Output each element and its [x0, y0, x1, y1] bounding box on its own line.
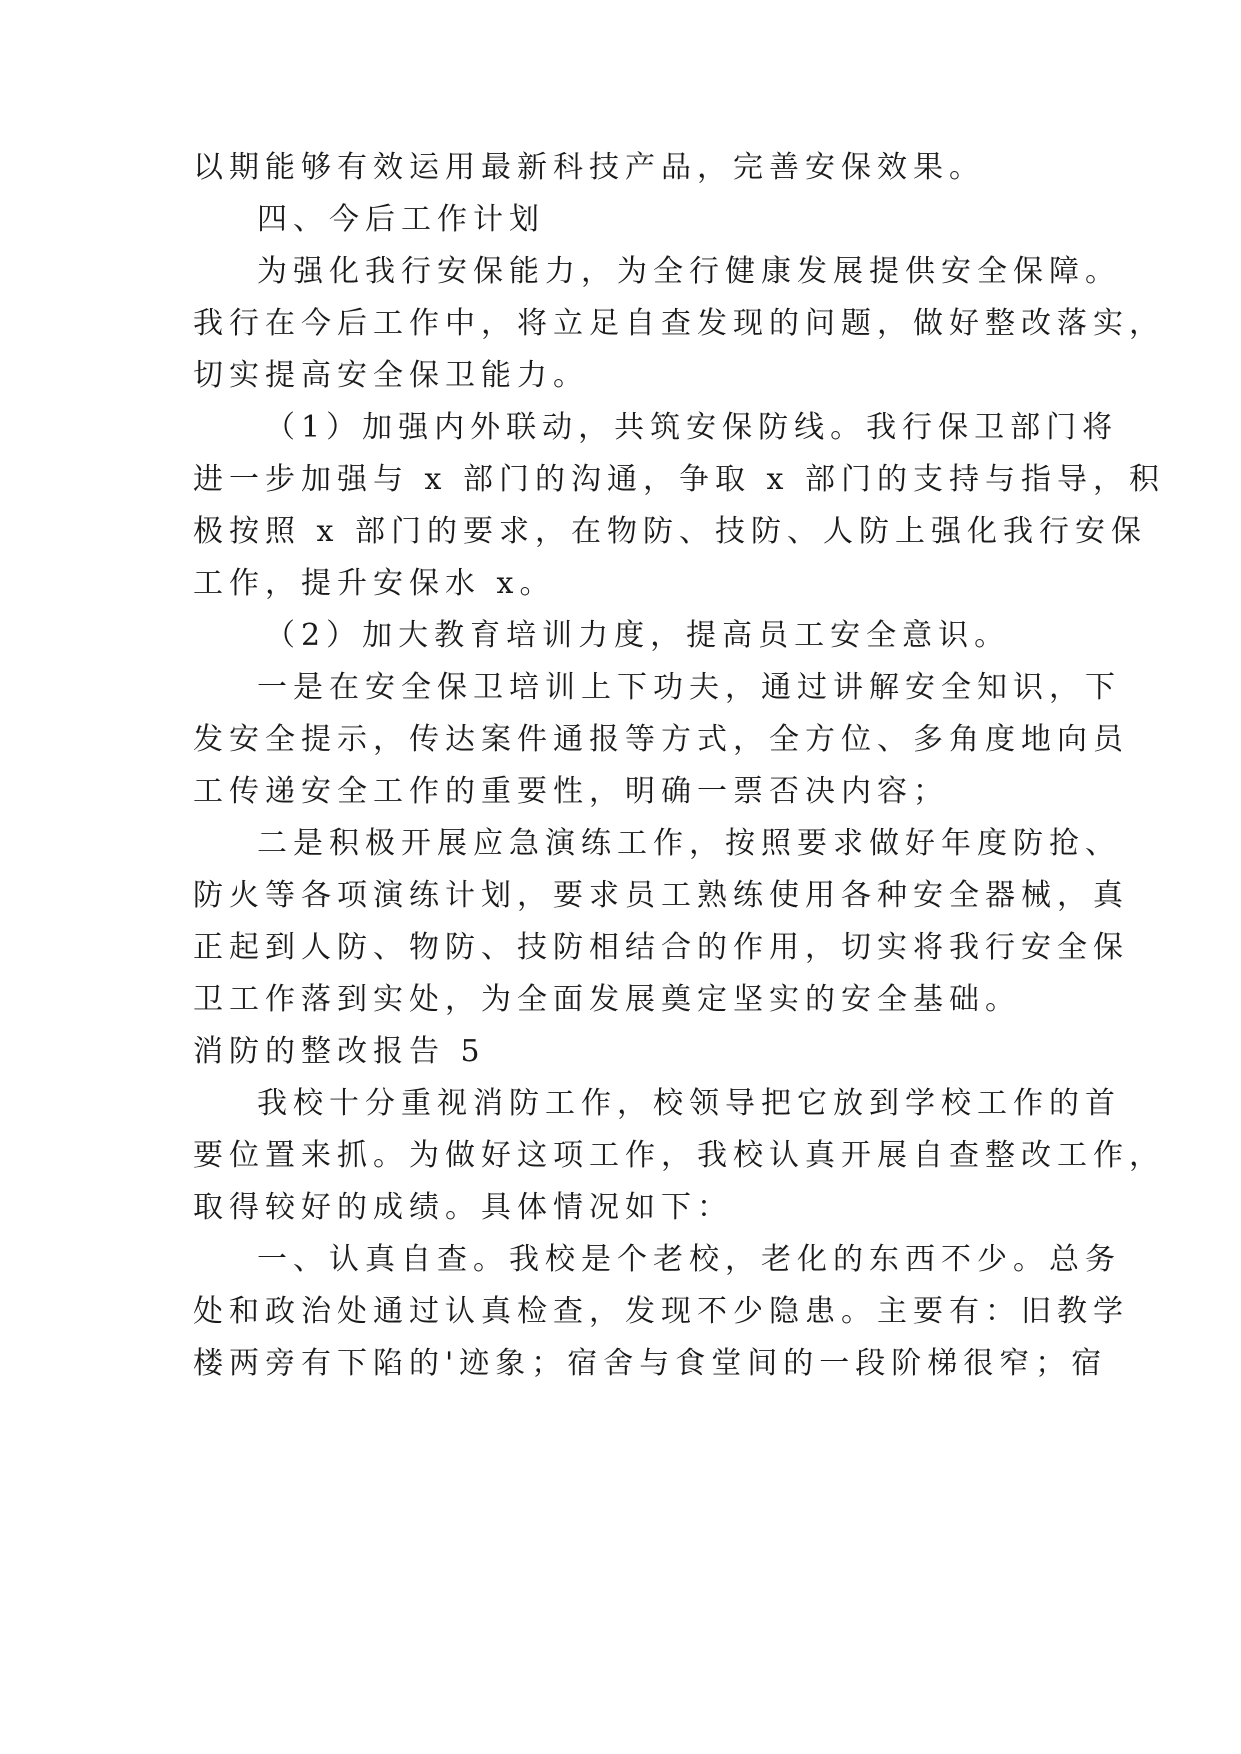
text-line: 正起到人防、物防、技防相结合的作用，切实将我行安全保	[193, 930, 1129, 965]
text-line: 发安全提示，传达案件通报等方式，全方位、多角度地向员	[193, 722, 1129, 757]
text-line: 防火等各项演练计划，要求员工熟练使用各种安全器械，真	[193, 878, 1129, 913]
text-line: 为强化我行安保能力，为全行健康发展提供安全保障。	[257, 254, 1121, 289]
text-line: 我校十分重视消防工作，校领导把它放到学校工作的首	[257, 1086, 1121, 1121]
text-line: 楼两旁有下陷的'迹象；宿舍与食堂间的一段阶梯很窄；宿	[193, 1346, 1108, 1381]
text-line: （2）加大教育培训力度，提高员工安全意识。	[265, 618, 1011, 653]
text-line: 以期能够有效运用最新科技产品，完善安保效果。	[193, 150, 985, 185]
text-line: 切实提高安全保卫能力。	[193, 358, 589, 393]
report-title: 消防的整改报告 5	[193, 1034, 486, 1069]
text-line: 我行在今后工作中，将立足自查发现的问题，做好整改落实，	[193, 306, 1165, 341]
text-line: 要位置来抓。为做好这项工作，我校认真开展自查整改工作，	[193, 1138, 1165, 1173]
text-line: 一是在安全保卫培训上下功夫，通过讲解安全知识，下	[257, 670, 1121, 705]
text-line: 进一步加强与 x 部门的沟通，争取 x 部门的支持与指导，积	[193, 462, 1165, 497]
text-line: （1）加强内外联动，共筑安保防线。我行保卫部门将	[265, 410, 1119, 445]
text-line: 一、认真自查。我校是个老校，老化的东西不少。总务	[257, 1242, 1121, 1277]
text-line: 处和政治处通过认真检查，发现不少隐患。主要有：旧教学	[193, 1294, 1129, 1329]
text-line: 工传递安全工作的重要性，明确一票否决内容；	[193, 774, 949, 809]
section-heading: 四、今后工作计划	[257, 202, 545, 237]
text-line: 二是积极开展应急演练工作，按照要求做好年度防抢、	[257, 826, 1121, 861]
text-line: 工作，提升安保水 x。	[193, 566, 556, 601]
text-line: 取得较好的成绩。具体情况如下：	[193, 1190, 733, 1225]
text-line: 极按照 x 部门的要求，在物防、技防、人防上强化我行安保	[193, 514, 1147, 549]
text-line: 卫工作落到实处，为全面发展奠定坚实的安全基础。	[193, 982, 1021, 1017]
